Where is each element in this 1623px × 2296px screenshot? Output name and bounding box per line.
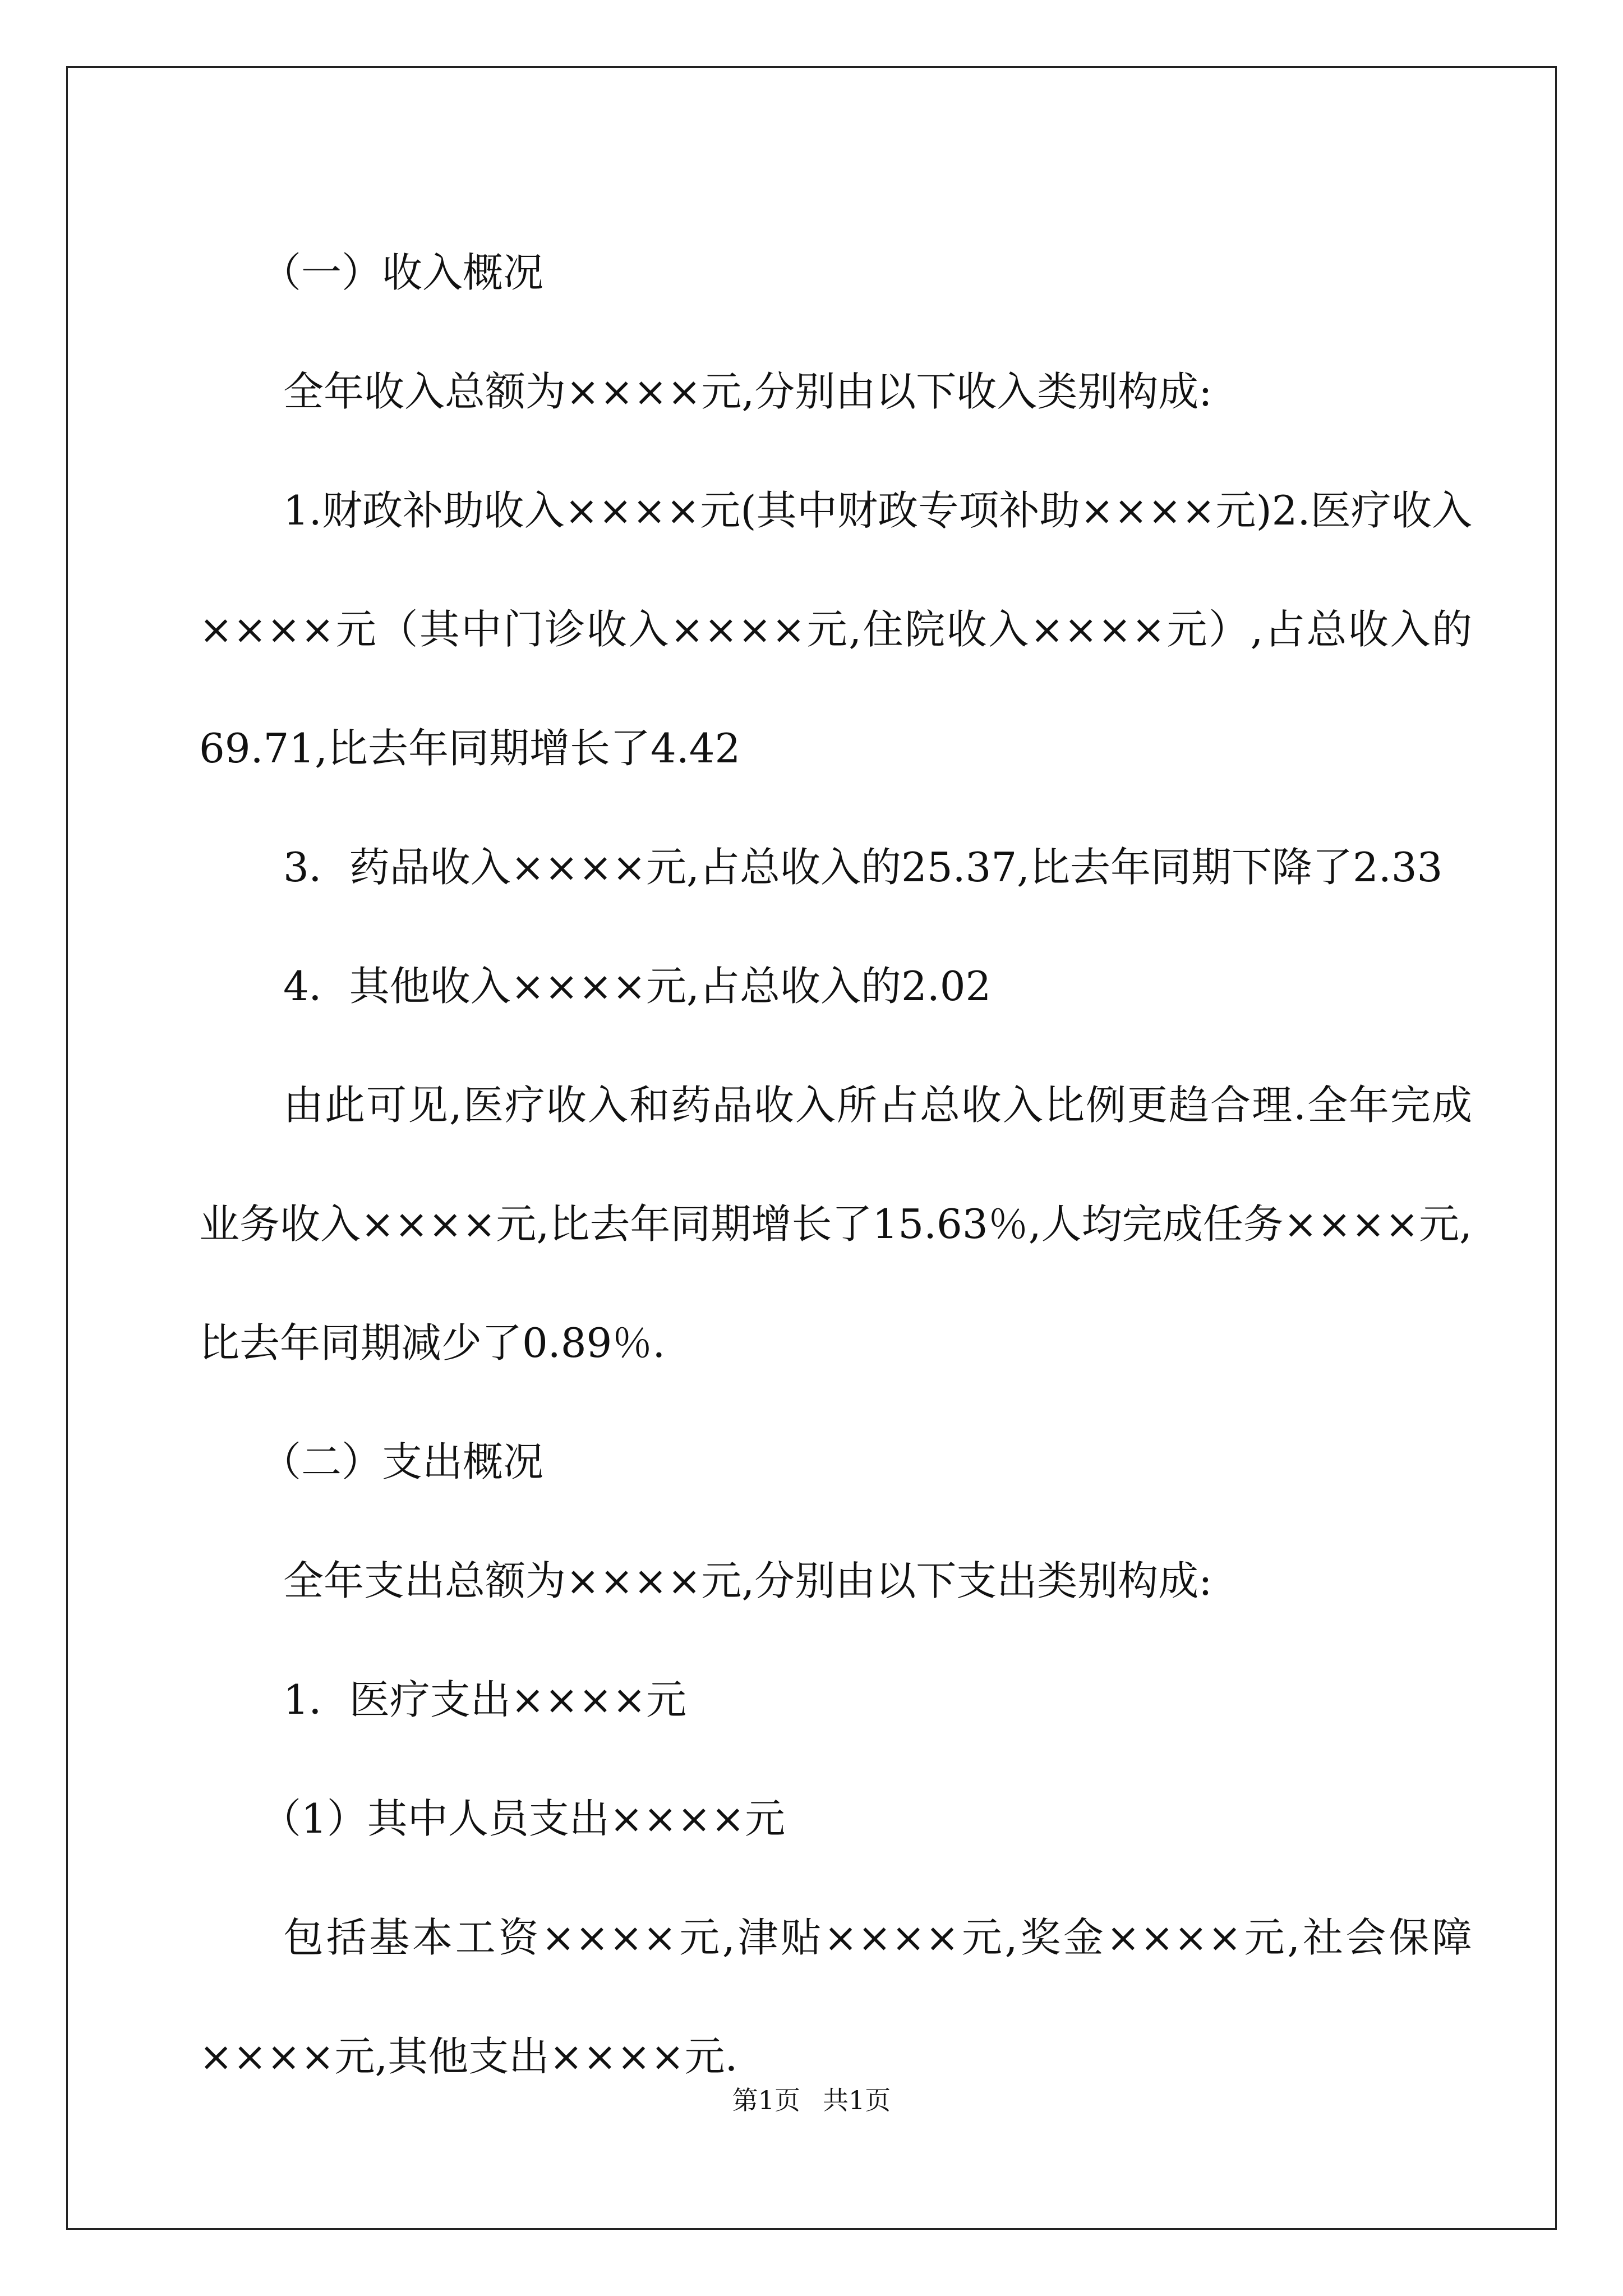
paragraph-income-item-3: 3．药品收入××××元,占总收入的25.37,比去年同期下降了2.33: [283, 844, 1443, 891]
subheading-personnel-expense: （1）其中人员支出××××元: [261, 1795, 786, 1842]
paragraph-income-items-1-2: 1.财政补助收入××××元(其中财政专项补助××××元)2.医疗收入××××元（其中门诊收入××××元,住院收入××××元）,占总收入的69.71,比去年同期增长了4.42: [199, 487, 1472, 772]
page-footer: [0, 2080, 1623, 2117]
paragraph-income-summary: 由此可见,医疗收入和药品收入所占总收入比例更趋合理.全年完成业务收入××××元,比去年同期增长了15.63％,人均完成任务××××元,比去年同期减少了0.89％.: [199, 1082, 1472, 1366]
paragraph-income-item-4: 4．其他收入××××元,占总收入的2.02: [283, 963, 992, 1010]
page-total: 共1页: [823, 2085, 891, 2115]
paragraph-income-total: 全年收入总额为××××元,分别由以下收入类别构成:: [283, 368, 1212, 415]
section-heading-expense: （二）支出概况: [261, 1438, 544, 1485]
document-body: [199, 213, 1472, 2116]
paragraph-personnel-breakdown: 包括基本工资××××元,津贴××××元,奖金××××元,社会保障××××元,其他支出××××元.: [199, 1914, 1472, 2080]
section-heading-income: （一）收入概况: [261, 249, 544, 296]
paragraph-expense-item-1: 1．医疗支出××××元: [283, 1676, 687, 1723]
page-number: 第1页: [732, 2085, 800, 2115]
paragraph-expense-total: 全年支出总额为××××元,分别由以下支出类别构成:: [283, 1557, 1212, 1604]
